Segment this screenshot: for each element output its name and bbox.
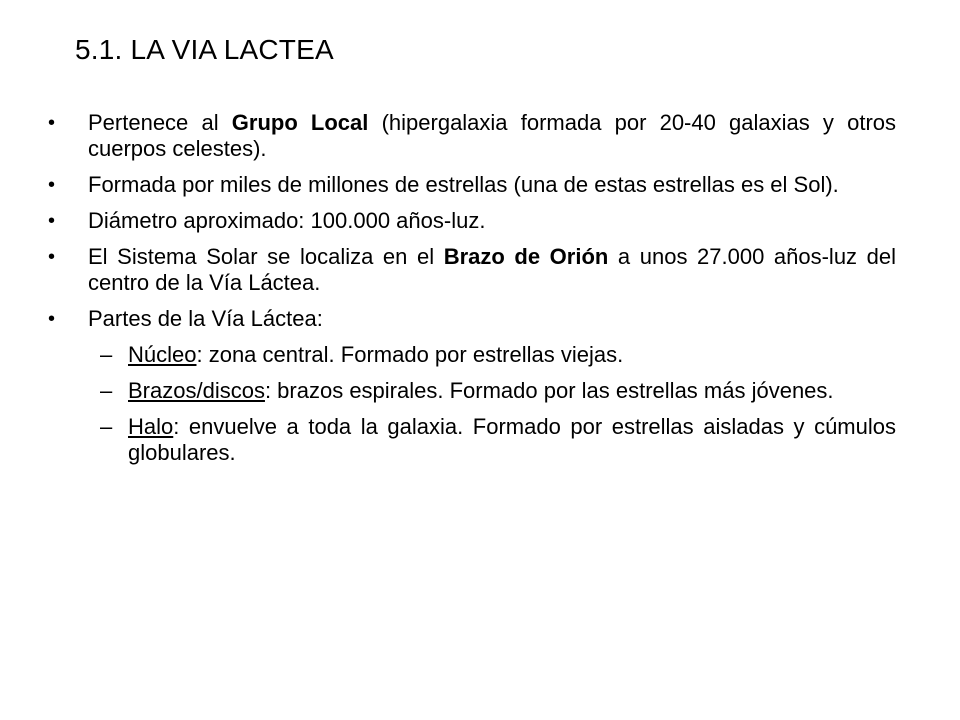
sub-item-desc: : zona central. Formado por estrellas viejas. [196, 342, 624, 367]
bullet-text: Diámetro aproximado: 100.000 años-luz. [88, 208, 486, 233]
bullet-marker: • [48, 112, 56, 134]
sub-item-term: Brazos/discos [128, 378, 265, 403]
bullet-partes [48, 306, 896, 332]
sub-item-desc: : brazos espirales. Formado por las estrellas más jóvenes. [264, 378, 834, 403]
bullet-marker: • [48, 210, 56, 232]
bullet-text-post: a unos 27.000 años-luz del centro de la Vía Láctea. [88, 244, 896, 295]
dash-marker: – [100, 414, 113, 439]
slide-title: 5.1. LA VIA LACTEA [75, 34, 334, 65]
sub-item-brazos [48, 378, 896, 404]
bullet-grupo-local [48, 110, 896, 162]
dash-marker: – [100, 342, 113, 367]
bullet-text-pre: El Sistema Solar se localiza en el [88, 244, 444, 269]
bullet-text-pre: Pertenece al [88, 110, 232, 135]
bullet-text-bold: Brazo de Orión [443, 244, 609, 269]
sub-item-desc: : envuelve a toda la galaxia. Formado por estrellas aisladas y cúmulos globulares. [128, 414, 896, 465]
bullet-text: Formada por miles de millones de estrellas (una de estas estrellas es el Sol). [88, 172, 839, 197]
bullet-sistema-solar [48, 244, 896, 296]
bullet-text: Partes de la Vía Láctea: [88, 306, 323, 331]
bullet-marker: • [48, 308, 56, 330]
sub-item-term: Núcleo [128, 342, 197, 367]
dash-marker: – [100, 378, 113, 403]
bullet-marker: • [48, 174, 56, 196]
sub-item-halo [48, 414, 896, 466]
bullet-marker: • [48, 246, 56, 268]
sub-item-term: Halo [128, 414, 174, 439]
bullet-diametro [48, 208, 896, 234]
sub-item-nucleo [48, 342, 896, 368]
bullet-text-post: (hipergalaxia formada por 20-40 galaxias y otros cuerpos celestes). [88, 110, 897, 161]
bullet-text-bold: Grupo Local [231, 110, 369, 135]
bullet-estrellas [48, 172, 896, 198]
bullet-list [48, 110, 896, 476]
